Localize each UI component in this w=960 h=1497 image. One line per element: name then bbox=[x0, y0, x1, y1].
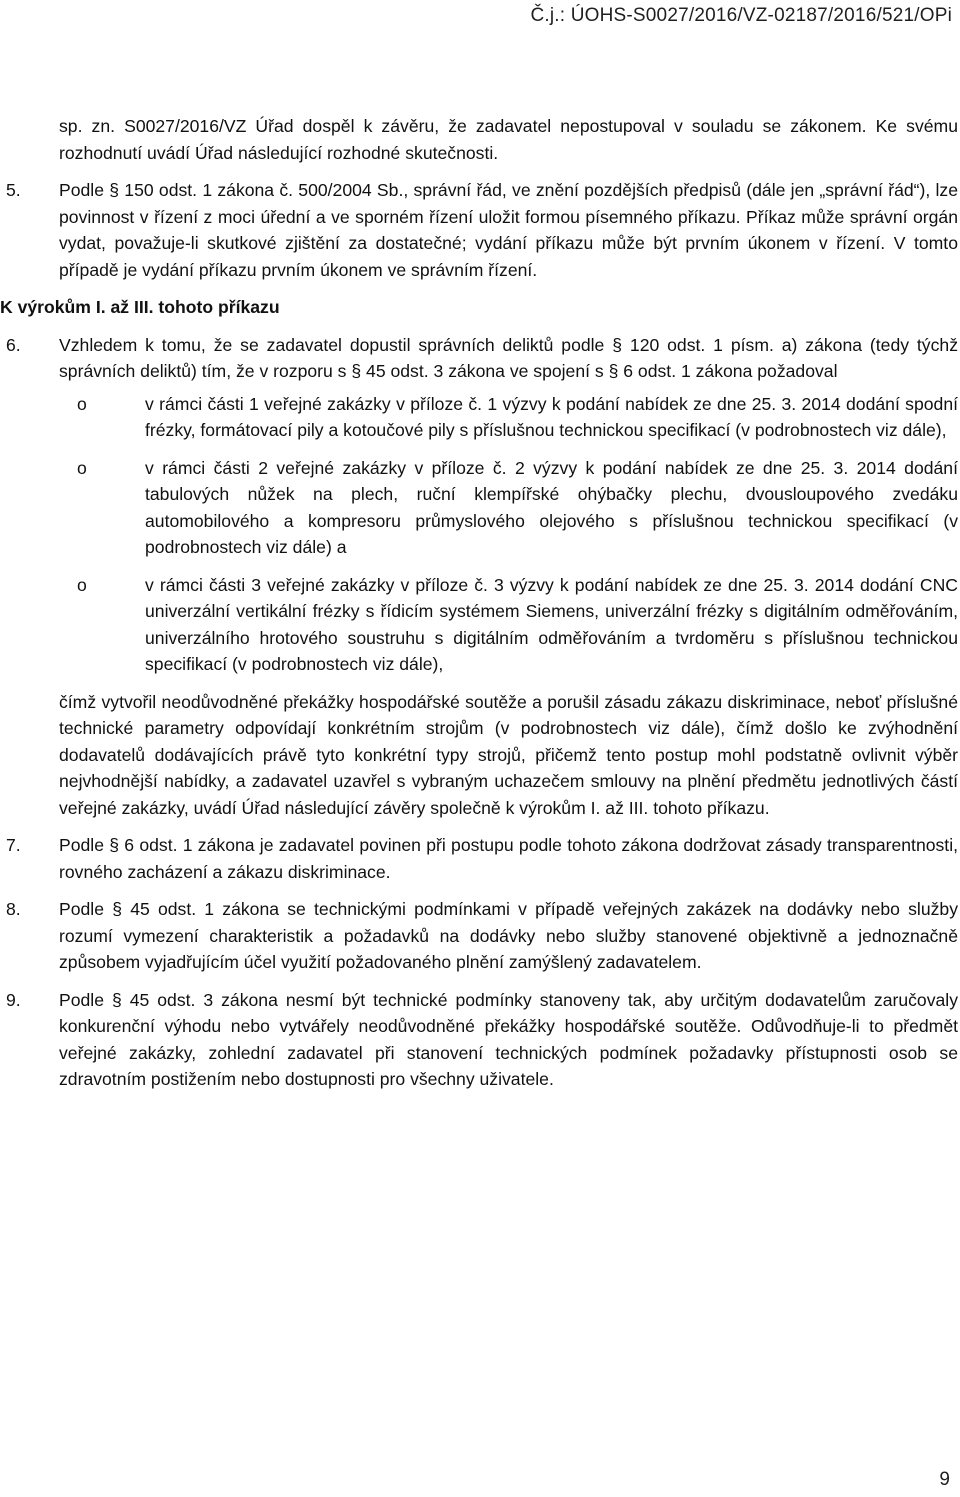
list-item bbox=[59, 391, 958, 444]
section-heading: K výrokům I. až III. tohoto příkazu bbox=[0, 297, 280, 317]
paragraph-number: 9. bbox=[6, 989, 21, 1010]
paragraph-7 bbox=[6, 832, 958, 885]
list-item bbox=[59, 455, 958, 561]
paragraph-text: Podle § 45 odst. 1 zákona se technickými podmínkami v případě veřejných zakázek na dodávky nebo služby rozumí vymezení charakteristik a požadavků na dodávky nebo služby stanovené objektivně a jednoznačně způsobem vyjadřujícím účel využití požadovaného plnění zamýšlený zadavatelem. bbox=[59, 899, 958, 972]
list-item-text: v rámci části 3 veřejné zakázky v příloze č. 3 výzvy k podání nabídek ze dne 25. 3. 2014 dodání CNC univerzální vertikální frézky s řídicím systémem Siemens, univerzální frézky s digitálním odměřováním, univerzálního hrotového soustruhu s digitálním odměřováním a tvrdoměru s příslušnou technickou specifikací (v podrobnostech viz dále), bbox=[145, 574, 958, 674]
paragraph-text: Podle § 150 odst. 1 zákona č. 500/2004 Sb., správní řád, ve znění pozdějších předpisů (dále jen „správní řád“), lze povinnost v řízení z moci úřední a ve sporném řízení uložit formou písemného příkazu. Příkaz může správní orgán vydat, považuje-li skutkové zjištění za dostatečné; vydání příkazu může být prvním úkonem v řízení. V tomto případě je vydání příkazu prvním úkonem ve správním řízení. bbox=[59, 180, 958, 280]
paragraph-number: 5. bbox=[6, 180, 21, 200]
paragraph-text: Vzhledem k tomu, že se zadavatel dopustil správních deliktů podle § 120 odst. 1 písm. a) zákona (tedy týchž správních deliktů) tím, že v rozporu s § 45 odst. 3 zákona ve spojení s § 6 odst. 1 zákona požadoval bbox=[59, 334, 958, 381]
intro-paragraph: sp. zn. S0027/2016/VZ Úřad dospěl k závěru, že zadavatel nepostupoval v souladu se zákonem. Ke svému rozhodnutí uvádí Úřad následující rozhodné skutečnosti. bbox=[59, 116, 958, 163]
paragraph-number: 8. bbox=[6, 899, 21, 919]
paragraph-5 bbox=[6, 177, 958, 283]
paragraph-text: Podle § 45 odst. 3 zákona nesmí být technické podmínky stanoveny tak, aby určitým dodavatelům zaručovaly konkurenční výhodu nebo vytvářely neodůvodněné překážky hospodářské soutěže. Odůvodňuje-li to předmět veřejné zakázky, zohlední zadavatel při stanovení technických podmínek požadavky přístupnosti osob se zdravotním postižením nebo dostupnosti pro všechny uživatele. bbox=[59, 989, 958, 1089]
list-item bbox=[59, 572, 958, 678]
bullet-marker: o bbox=[77, 457, 87, 478]
page-number: 9 bbox=[939, 1469, 950, 1490]
paragraph-8 bbox=[6, 896, 958, 976]
list-item-text: v rámci části 1 veřejné zakázky v příloze č. 1 výzvy k podání nabídek ze dne 25. 3. 2014 dodání spodní frézky, formátovací pily a kotoučové pily s příslušnou technickou specifikací (v podrobnostech viz dále), bbox=[145, 393, 958, 440]
paragraph-number: 6. bbox=[6, 334, 21, 355]
conclusion-text: čímž vytvořil neodůvodněné překážky hospodářské soutěže a porušil zásadu zákazu diskriminace, neboť příslušné technické parametry odpovídají konkrétním strojům (v podrobnostech viz dále), čímž došlo ke zvýhodnění dodavatelů dodávajících právě tyto konkrétní typy strojů, přičemž tento postup mohl podstatně ovlivnit výběr nejvhodnější nabídky, a zadavatel uzavřel s vybraným uchazečem smlouvy na plnění předmětu jednotlivých částí veřejné zakázky, uvádí Úřad následující závěry společně k výrokům I. až III. tohoto příkazu. bbox=[59, 691, 958, 818]
bullet-marker: o bbox=[77, 393, 87, 414]
paragraph-number: 7. bbox=[6, 835, 21, 855]
paragraph-text: Podle § 6 odst. 1 zákona je zadavatel povinen při postupu podle tohoto zákona dodržovat zásady transparentnosti, rovného zacházení a zákazu diskriminace. bbox=[59, 835, 958, 882]
bullet-marker: o bbox=[77, 574, 87, 595]
document-body bbox=[0, 113, 958, 1093]
document-reference: Č.j.: ÚOHS-S0027/2016/VZ-02187/2016/521/OPi bbox=[530, 5, 952, 26]
list-item-text: v rámci části 2 veřejné zakázky v příloze č. 2 výzvy k podání nabídek ze dne 25. 3. 2014 dodání tabulových nůžek na plech, ruční klempířské ohýbačky plechu, dvousloupového zvedáku automobilového a kompresoru průmyslového olejového s příslušnou technickou specifikací (v podrobnostech viz dále) a bbox=[145, 457, 958, 557]
paragraph-9 bbox=[6, 987, 958, 1093]
paragraph-6 bbox=[6, 332, 958, 822]
